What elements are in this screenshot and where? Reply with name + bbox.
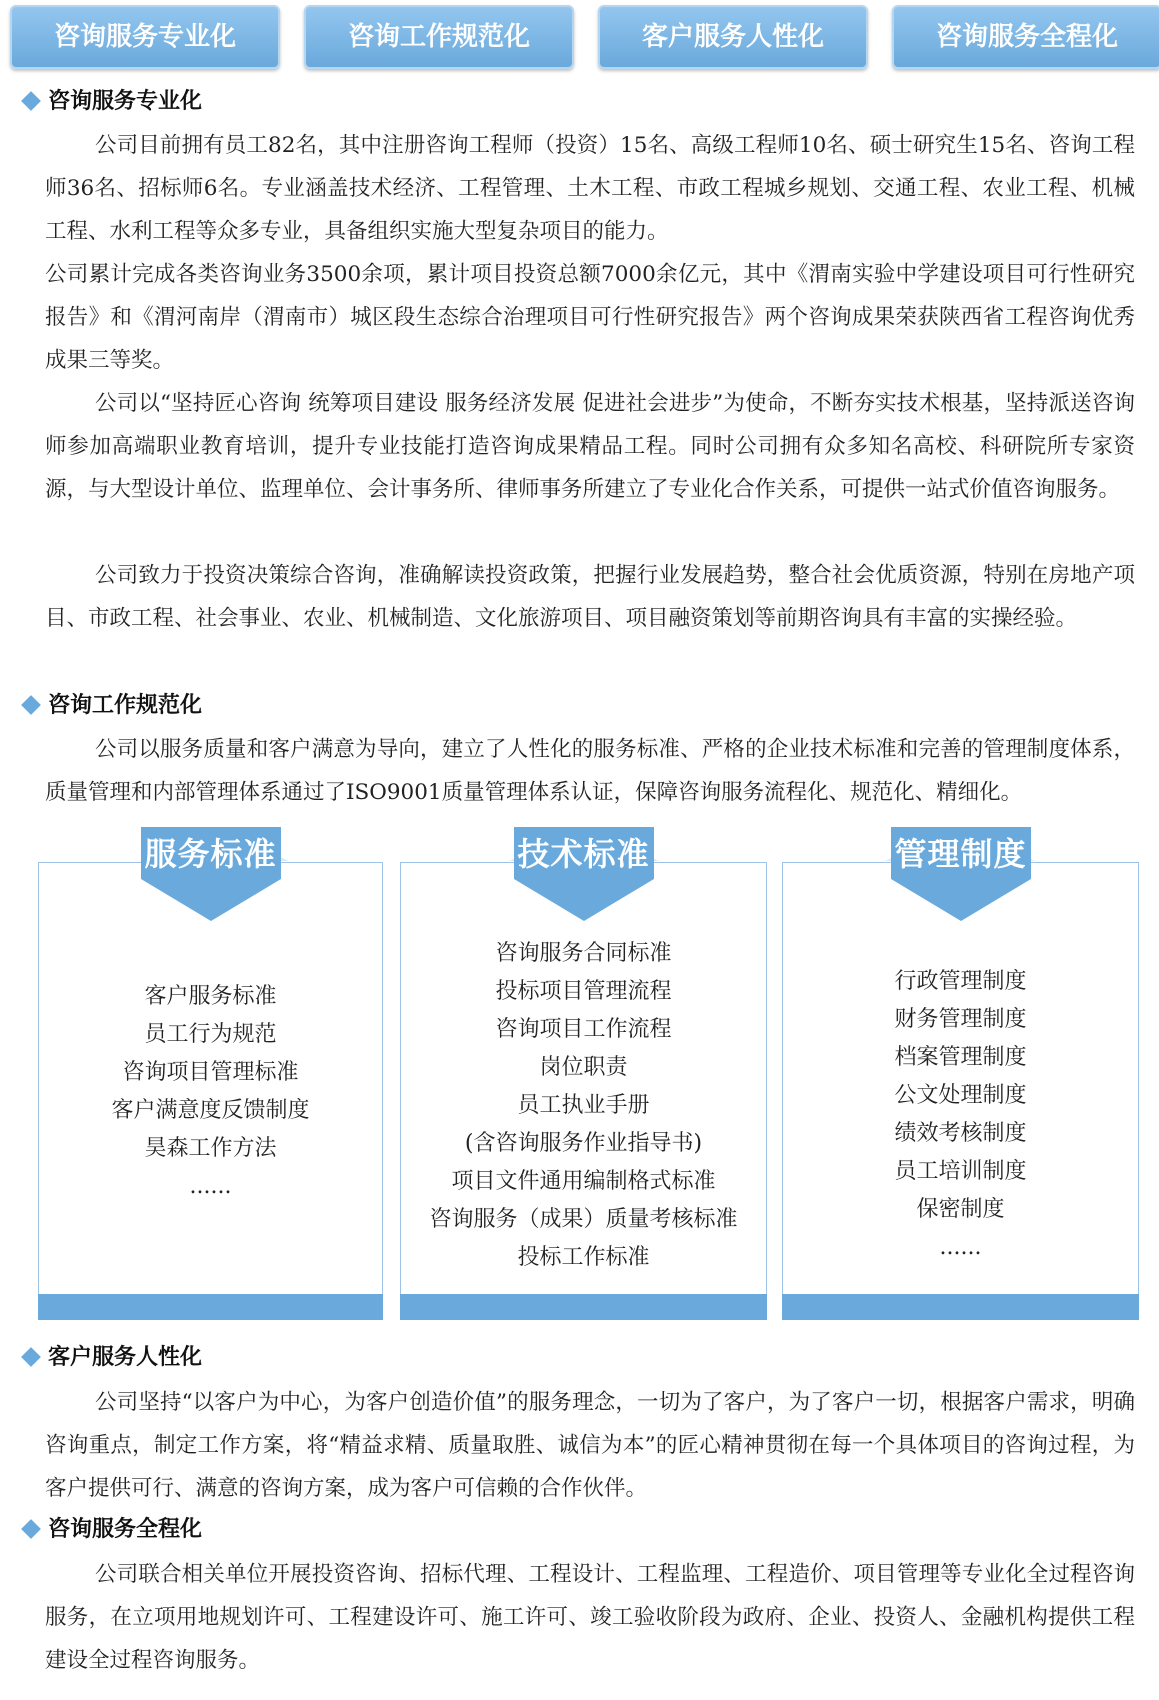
paragraph-standards: 公司以服务质量和客户满意为导向，建立了人性化的服务标准、严格的企业技术标准和完善的管理制度体系，质量管理和内部管理体系通过了ISO9001质量管理体系认证，保障咨询服务流程化、规范化、精细化。 [45,737,1135,805]
list-item: 岗位职责 [539,1055,628,1080]
list-item: ...... [939,1235,982,1260]
section-title: 客户服务人性化 [48,1344,203,1370]
list-item: 昊森工作方法 [144,1136,277,1161]
list-item: 项目文件通用编制格式标准 [451,1169,716,1194]
top-tab-bar [10,5,1148,69]
list-item: 投标工作标准 [517,1245,650,1270]
list-item: 财务管理制度 [894,1007,1027,1032]
list-item: 档案管理制度 [894,1045,1027,1070]
box-tag-label: 管理制度 [894,835,1027,873]
paragraph-whole-process: 公司联合相关单位开展投资咨询、招标代理、工程设计、工程监理、工程造价、项目管理等专业化全过程咨询服务，在立项用地规划许可、工程建设许可、施工许可、竣工验收阶段为政府、企业、投资人、金融机构提供工程建设全过程咨询服务。 [45,1562,1135,1673]
standards-box-management [782,835,1139,1320]
list-item: 咨询服务（成果）质量考核标准 [429,1207,738,1232]
tab-standardized[interactable]: 咨询工作规范化 [304,5,574,69]
box-tag-label: 技术标准 [517,835,650,873]
diamond-bullet-icon [21,695,41,715]
standards-box-service [38,835,383,1320]
box-item-list [401,935,766,1315]
section-heading-whole-process [20,1512,202,1543]
section-heading-professional [20,84,202,115]
box-tag [891,827,1031,921]
section-title: 咨询工作规范化 [48,692,203,718]
box-bottom-band [400,1294,767,1320]
diamond-bullet-icon [21,1519,41,1539]
tab-humanized[interactable]: 客户服务人性化 [598,5,868,69]
paragraph-focus: 公司致力于投资决策综合咨询，准确解读投资政策，把握行业发展趋势，整合社会优质资源，特别在房地产项目、市政工程、社会事业、农业、机械制造、文化旅游项目、项目融资策划等前期咨询具有丰富的实操经验。 [45,563,1135,631]
list-item: 咨询项目工作流程 [495,1017,672,1042]
list-item: 客户满意度反馈制度 [111,1098,310,1123]
list-item: (含咨询服务作业指导书) [464,1131,703,1156]
section-heading-humanized [20,1340,202,1371]
box-tag [514,827,654,921]
box-item-list [39,978,382,1206]
box-tag-label: 服务标准 [144,835,277,873]
list-item: 投标项目管理流程 [495,979,672,1004]
tab-professional[interactable]: 咨询服务专业化 [10,5,280,69]
list-item: 员工行为规范 [144,1022,277,1047]
section-heading-standardized [20,688,202,719]
list-item: 员工执业手册 [517,1093,650,1118]
diamond-bullet-icon [21,91,41,111]
box-bottom-band [38,1294,383,1320]
list-item: 保密制度 [916,1197,1005,1222]
paragraph-achievements: 公司累计完成各类咨询业务3500余项，累计项目投资总额7000余亿元，其中《渭南实验中学建设项目可行性研究报告》和《渭河南岸（渭南市）城区段生态综合治理项目可行性研究报告》两个咨询成果荣获陕西省工程咨询优秀成果三等奖。 [45,262,1135,373]
box-tag [141,827,281,921]
tab-whole-process[interactable]: 咨询服务全程化 [892,5,1159,69]
list-item: 公文处理制度 [894,1083,1027,1108]
paragraph-customer: 公司坚持“以客户为中心，为客户创造价值”的服务理念，一切为了客户，为了客户一切，根据客户需求，明确咨询重点，制定工作方案，将“精益求精、质量取胜、诚信为本”的匠心精神贯彻在每一个具体项目的咨询过程，为客户提供可行、满意的咨询方案，成为客户可信赖的合作伙伴。 [45,1390,1135,1501]
diamond-bullet-icon [21,1347,41,1367]
standards-box-technical [400,835,767,1320]
list-item: 咨询服务合同标准 [495,941,672,966]
paragraph-mission: 公司以“坚持匠心咨询 统筹项目建设 服务经济发展 促进社会进步”为使命，不断夯实技术根基，坚持派送咨询师参加高端职业教育培训，提升专业技能打造咨询成果精品工程。同时公司拥有众多知名高校、科研院所专家资源，与大型设计单位、监理单位、会计事务所、律师事务所建立了专业化合作关系，可提供一站式价值咨询服务。 [45,391,1135,502]
list-item: 绩效考核制度 [894,1121,1027,1146]
list-item: ...... [189,1174,232,1199]
box-item-list [783,963,1138,1267]
box-bottom-band [782,1294,1139,1320]
paragraph-staff: 公司目前拥有员工82名，其中注册咨询工程师（投资）15名、高级工程师10名、硕士研究生15名、咨询工程师36名、招标师6名。专业涵盖技术经济、工程管理、土木工程、市政工程城乡规划、交通工程、农业工程、机械工程、水利工程等众多专业，具备组织实施大型复杂项目的能力。 [45,133,1135,244]
list-item: 客户服务标准 [144,984,277,1009]
section-title: 咨询服务专业化 [48,88,203,114]
list-item: 咨询项目管理标准 [122,1060,299,1085]
list-item: 员工培训制度 [894,1159,1027,1184]
section-title: 咨询服务全程化 [48,1516,203,1542]
list-item: 行政管理制度 [894,969,1027,994]
